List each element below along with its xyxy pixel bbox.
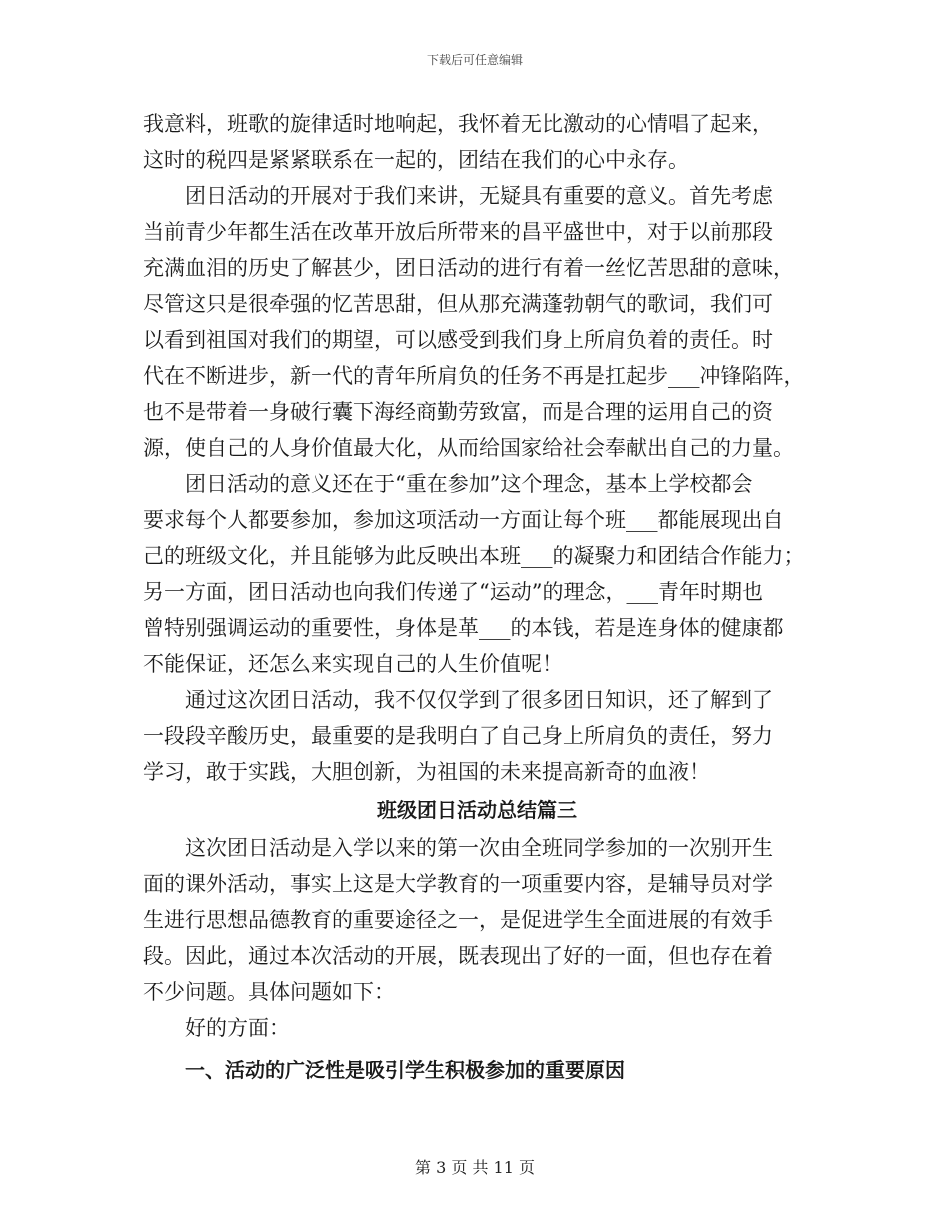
text-line: 当前青少年都生活在改革开放后所带来的昌平盛世中，对于以前那段 (143, 220, 773, 244)
text-line: 通过这次团日活动，我不仅仅学到了很多团日知识，还了解到了 (185, 688, 773, 712)
text-line: 好的方面： (185, 1016, 290, 1040)
page-number: 第 3 页 共 11 页 (415, 1158, 535, 1177)
document-body (143, 106, 823, 1090)
paragraph (143, 1010, 823, 1046)
text-line: 以看到祖国对我们的期望，可以感受到我们身上所肩负着的责任。时 (143, 328, 773, 352)
paragraph (143, 682, 823, 790)
text-line: 一段段辛酸历史，最重要的是我明白了自己身上所肩负的责任，努力 (143, 724, 773, 748)
text-line: 要求每个人都要参加，参加这项活动一方面让每个班___都能展现出自 (143, 508, 784, 532)
text-line: 另一方面，团日活动也向我们传递了“运动”的理念，___青年时期也 (143, 580, 763, 604)
text-line: 己的班级文化，并且能够为此反映出本班___的凝聚力和团结合作能力； (143, 544, 805, 568)
text-line: 团日活动的开展对于我们来讲，无疑具有重要的意义。首先考虑 (185, 184, 773, 208)
text-line: 团日活动的意义还在于“重在参加”这个理念，基本上学校都会 (185, 472, 753, 496)
paragraph (143, 178, 823, 466)
text-line: 这次团日活动是入学以来的第一次由全班同学参加的一次别开生 (185, 836, 773, 860)
text-line: 这时的税四是紧紧联系在一起的，团结在我们的心中永存。 (143, 148, 689, 172)
text-line: 生进行思想品德教育的重要途径之一，是促进学生全面进展的有效手 (143, 908, 773, 932)
text-line: 也不是带着一身破行囊下海经商勤劳致富，而是合理的运用自己的资 (143, 400, 773, 424)
paragraph (143, 466, 823, 682)
section-title: 班级团日活动总结篇三 (377, 798, 577, 822)
text-line: 不少问题。具体问题如下： (143, 980, 395, 1004)
text-line: 充满血泪的历史了解甚少，团日活动的进行有着一丝忆苦思甜的意味， (143, 256, 794, 280)
page-header: 下载后可任意编辑 (426, 53, 523, 67)
text-line: 不能保证，还怎么来实现自己的人生价值呢！ (143, 652, 563, 676)
text-line: 学习，敢于实践，大胆创新，为祖国的未来提高新奇的血液！ (143, 760, 710, 784)
paragraph (143, 830, 823, 1010)
text-line: 面的课外活动，事实上这是大学教育的一项重要内容，是辅导员对学 (143, 872, 773, 896)
text-line: 曾特别强调运动的重要性，身体是革___的本钱，若是连身体的健康都 (143, 616, 784, 640)
text-line: 段。因此，通过本次活动的开展，既表现出了好的一面，但也存在着 (143, 944, 773, 968)
text-line: 我意料，班歌的旋律适时地响起，我怀着无比激动的心情唱了起来， (143, 112, 773, 136)
paragraph (143, 106, 823, 178)
subsection-heading: 一、活动的广泛性是吸引学生积极参加的重要原因 (185, 1058, 625, 1082)
text-line: 源，使自己的人身价值最大化，从而给国家给社会奉献出自己的力量。 (143, 436, 794, 460)
text-line: 代在不断进步，新一代的青年所肩负的任务不再是扛起步___冲锋陷阵， (143, 364, 805, 388)
text-line: 尽管这只是很牵强的忆苦思甜，但从那充满蓬勃朝气的歌词，我们可 (143, 292, 773, 316)
